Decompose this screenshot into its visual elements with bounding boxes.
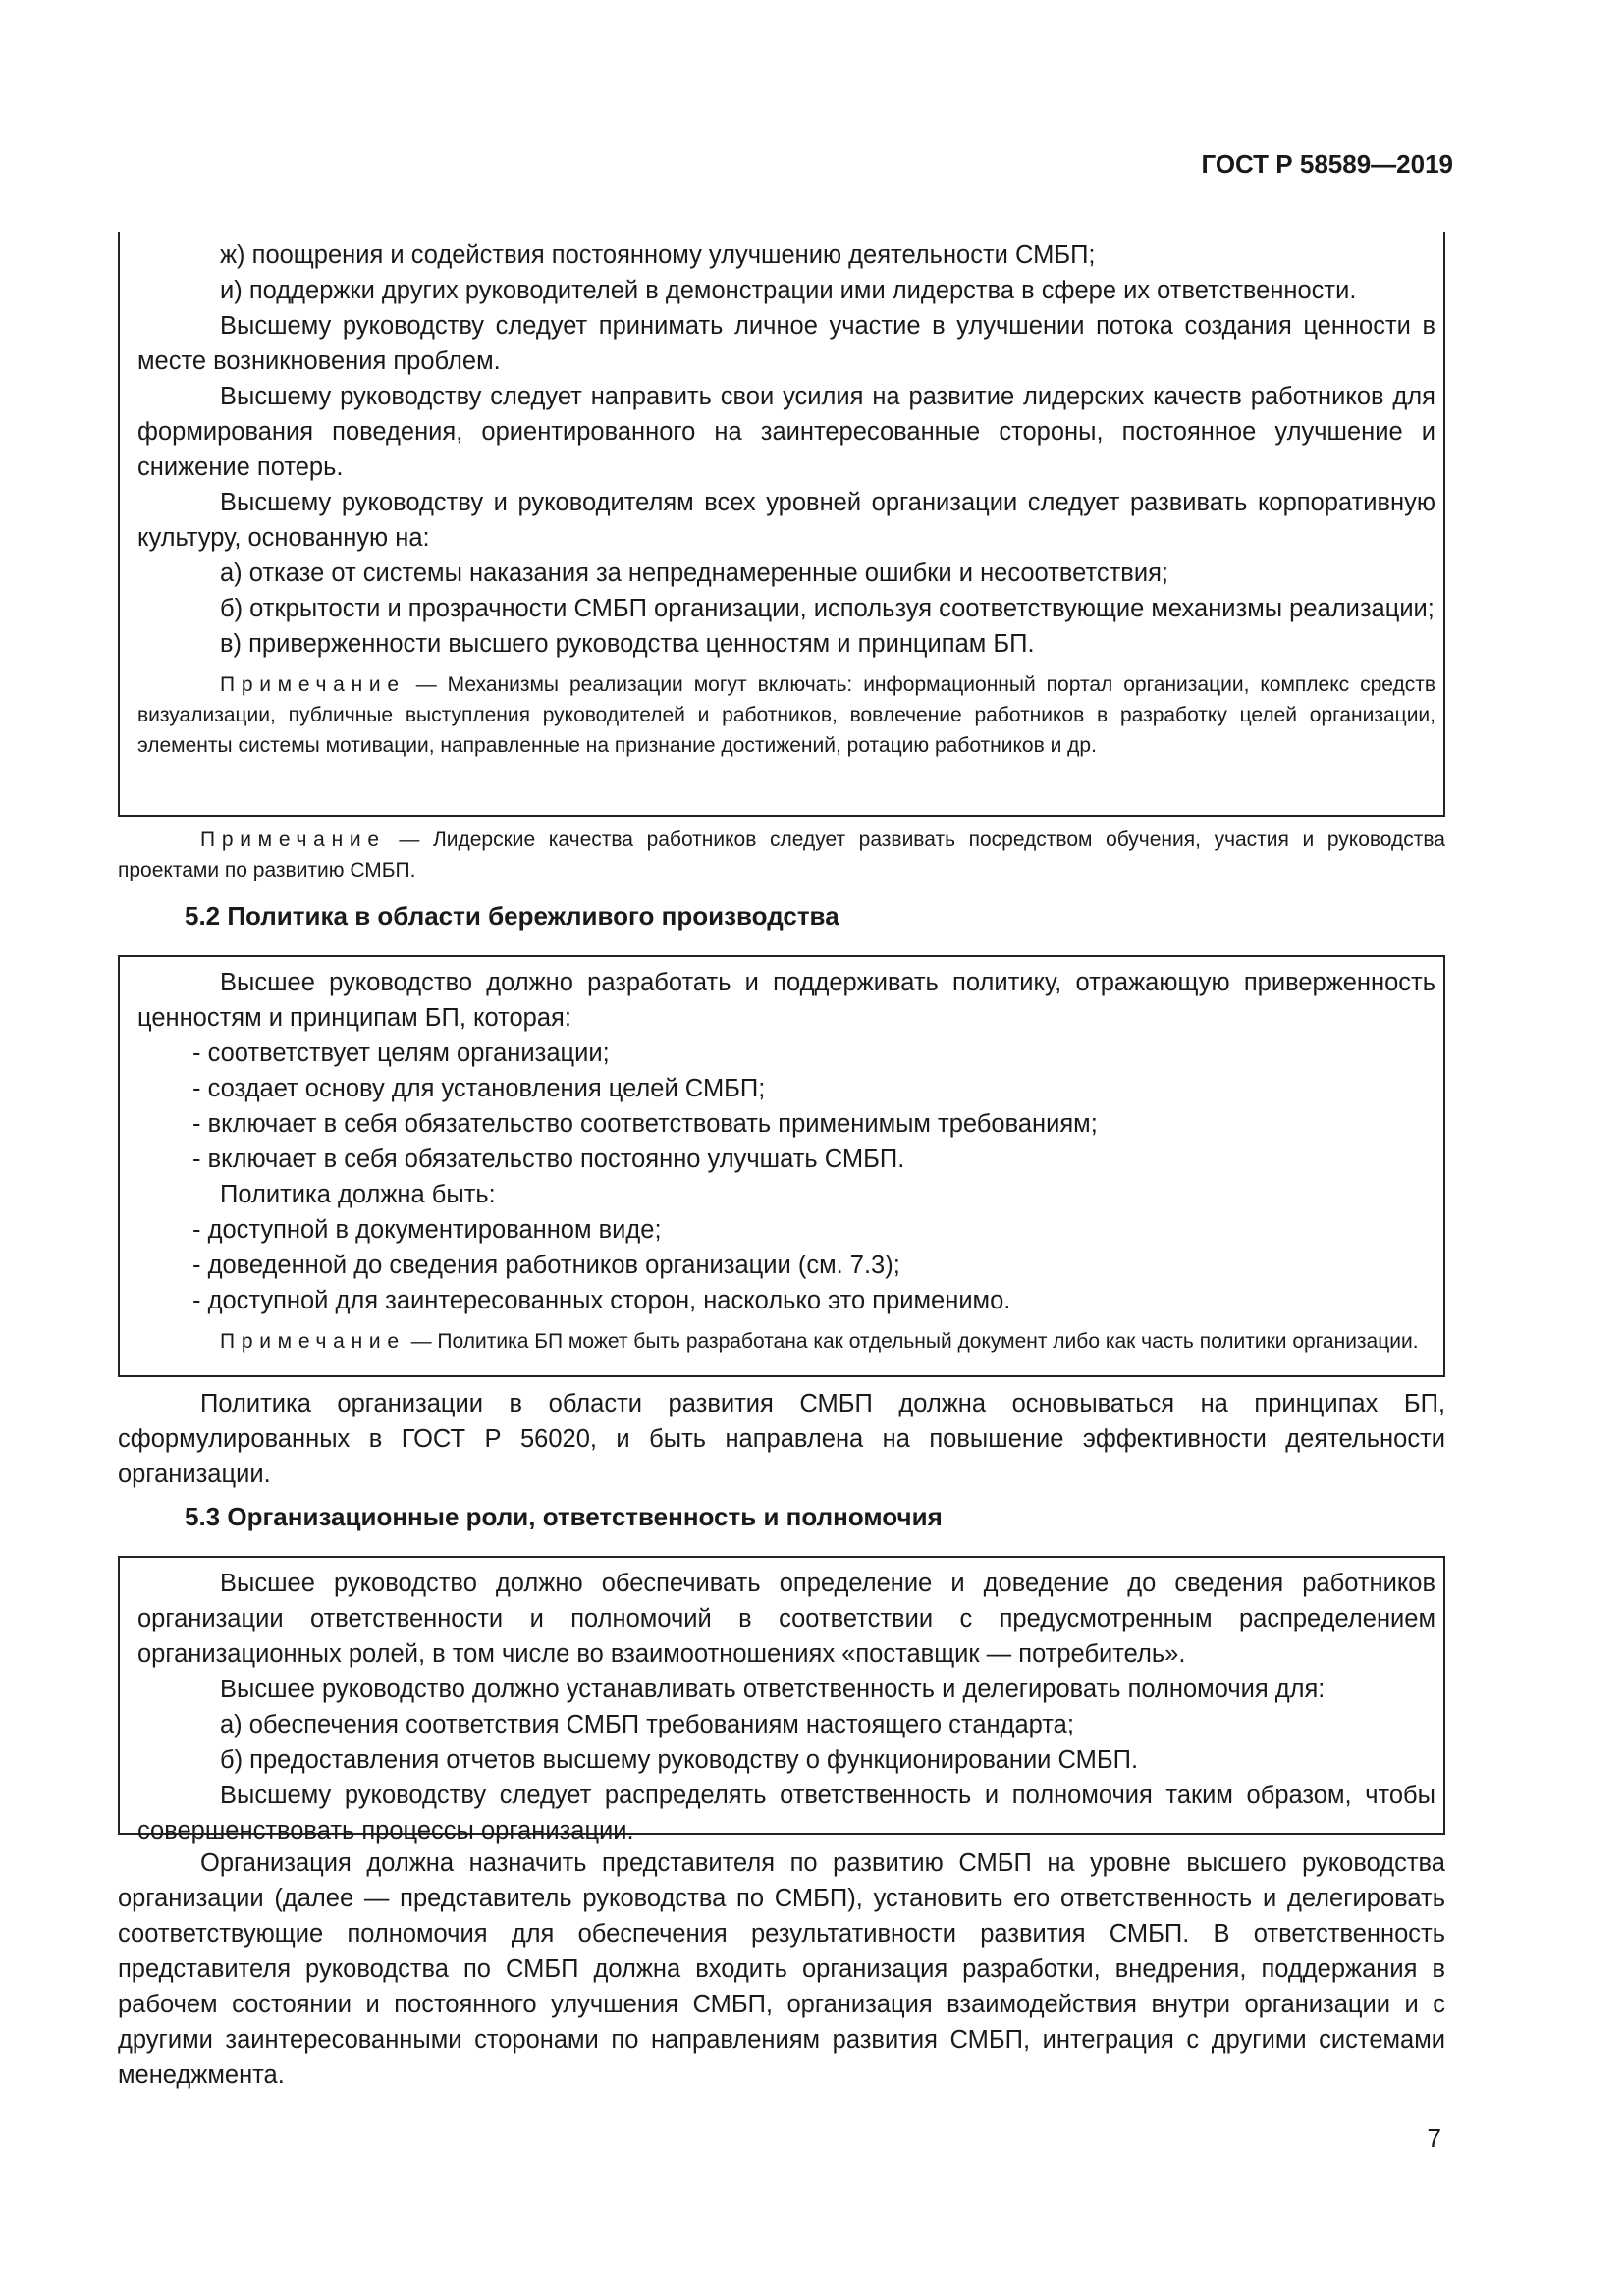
document-header: ГОСТ Р 58589—2019 — [1201, 149, 1453, 179]
paragraph-policy: Политика организации в области развития СМБП должна основываться на принципах БП, сформулированных в ГОСТ Р 56020, и быть направлена на повышение эффективности деятельности организации. — [118, 1390, 1445, 1488]
paragraph: Высшему руководству следует распределять ответственность и полномочия таким образом, чтобы совершенствовать процессы организации. — [137, 1782, 1435, 1844]
requirement-box-roles — [118, 1556, 1445, 1844]
list-item: а) отказе от системы наказания за непреднамеренные ошибки и несоответствия; — [220, 560, 1168, 587]
note-label: Примечание — [200, 828, 386, 851]
note — [137, 1326, 1435, 1357]
note-outside — [118, 825, 1445, 885]
paragraph: Высшему руководству следует принимать личное участие в улучшении потока создания ценности в месте возникновения проблем. — [137, 312, 1435, 375]
list-item: и) поддержки других руководителей в демонстрации ими лидерства в сфере их ответственности. — [220, 277, 1357, 304]
paragraph: Высшее руководство должно разработать и поддерживать политику, отражающую приверженность ценностям и принципам БП, которая: — [137, 969, 1435, 1032]
paragraph: Высшему руководству и руководителям всех уровней организации следует развивать корпоративную культуру, основанную на: — [137, 489, 1435, 552]
paragraph: Высшее руководство должно обеспечивать определение и доведение до сведения работников организации ответственности и полномочий в соответствии с предусмотренным распределением организационных ролей, в том числе во взаимоотношениях «поставщик — потребитель». — [137, 1570, 1435, 1668]
list-item: - создает основу для установления целей СМБП; — [137, 1071, 1435, 1106]
note-label: Примечание — [220, 673, 406, 696]
list-item: - включает в себя обязательство постоянно улучшать СМБП. — [137, 1142, 1435, 1177]
list-item: а) обеспечения соответствия СМБП требованиям настоящего стандарта; — [220, 1711, 1074, 1738]
requirement-box-policy — [118, 955, 1445, 1377]
paragraph: Высшему руководству следует направить свои усилия на развитие лидерских качеств работников для формирования поведения, ориентированного на заинтересованные стороны, постоянное улучшение и снижение потерь. — [137, 383, 1435, 481]
paragraph: Высшее руководство должно устанавливать ответственность и делегировать полномочия для: — [220, 1676, 1326, 1703]
list-item: б) предоставления отчетов высшему руководству о функционировании СМБП. — [220, 1746, 1139, 1774]
section-heading-5-2: 5.2 Политика в области бережливого производства — [185, 901, 839, 931]
list-item: - доступной в документированном виде; — [137, 1212, 1435, 1248]
paragraph-representative: Организация должна назначить представителя по развитию СМБП на уровне высшего руководства организации (далее — представитель руководства по СМБП), установить его ответственность и делегировать соответствующие полномочия для обеспечения результативности развития СМБП. В ответственность представителя руководства по СМБП должна входить организация разработки, внедрения, поддержания в рабочем состоянии и постоянного улучшения СМБП, организация взаимодействия внутри организации и с другими заинтересованными сторонами по направлениям развития СМБП, интеграция с другими системами менеджмента. — [118, 1849, 1445, 2089]
note — [137, 669, 1435, 761]
list-item: в) приверженности высшего руководства ценностям и принципам БП. — [220, 630, 1035, 658]
list-item: ж) поощрения и содействия постоянному улучшению деятельности СМБП; — [220, 241, 1096, 269]
section-heading-5-3: 5.3 Организационные роли, ответственность и полномочия — [185, 1502, 943, 1531]
note-label: Примечание — [220, 1330, 406, 1353]
list-item: б) открытости и прозрачности СМБП организации, используя соответствующие механизмы реализации; — [220, 595, 1435, 622]
list-item: - доступной для заинтересованных сторон, насколько это применимо. — [137, 1283, 1435, 1318]
requirement-box-leadership — [118, 232, 1445, 817]
note-text: — Политика БП может быть разработана как отдельный документ либо как часть политики организации. — [405, 1330, 1419, 1353]
list-item: - включает в себя обязательство соответствовать применимым требованиям; — [137, 1106, 1435, 1142]
note-text: — Механизмы реализации могут включать: информационный портал организации, комплекс средств визуализации, публичные выступления руководителей и работников, вовлечение работников в разработку целей организации, элементы системы мотивации, направленные на признание достижений, ротацию работников и др. — [137, 673, 1435, 757]
paragraph: Политика должна быть: — [220, 1181, 496, 1208]
list-item: - соответствует целям организации; — [137, 1036, 1435, 1071]
list-item: - доведенной до сведения работников организации (см. 7.3); — [137, 1248, 1435, 1283]
page-number: 7 — [1427, 2123, 1441, 2153]
note-text: — Лидерские качества работников следует развивать посредством обучения, участия и руководства проектами по развитию СМБП. — [118, 828, 1445, 881]
